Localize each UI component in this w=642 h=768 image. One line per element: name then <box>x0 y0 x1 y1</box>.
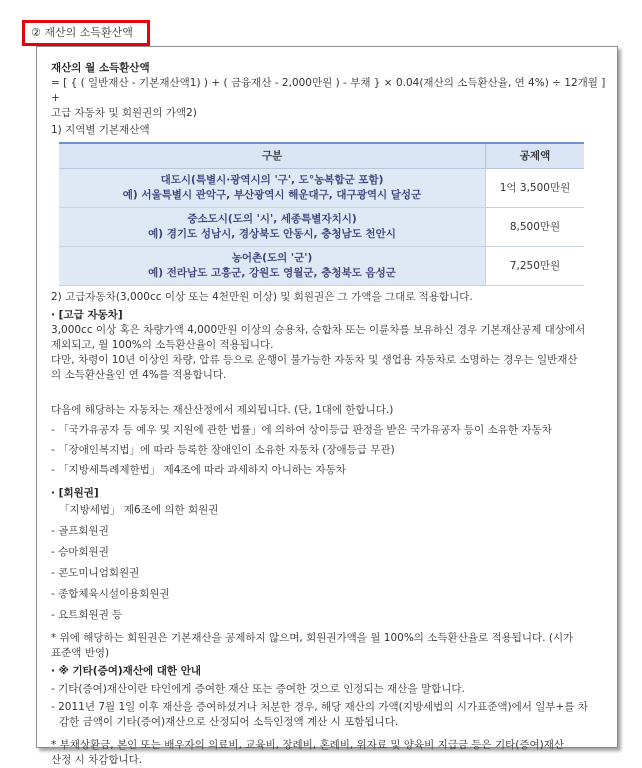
table-header-row <box>59 143 584 169</box>
content-body <box>51 55 607 768</box>
region-name: 대도시(특별시·광역시의 '구', 도°농복합군 포함) <box>160 174 384 186</box>
other-item: 감한 금액이 기타(증여)재산으로 산정되어 소득인정액 계산 시 포함됩니다. <box>59 716 399 728</box>
amount-cell: 7,250만원 <box>486 247 585 286</box>
car-text: 다만, 차령이 10년 이상인 차량, 압류 등으로 운행이 불가능한 자동차 및 생업용 자동차로 소명하는 경우는 일반재산 <box>51 354 578 366</box>
car-exclusion-item: - 「장애인복지법」에 따라 등록한 장애인이 소유한 자동차 (장애등급 무관) <box>51 444 395 456</box>
membership-heading: · [회원권] <box>51 487 99 499</box>
membership-item: - 승마회원권 <box>51 546 109 558</box>
section-title: ② 재산의 소득환산액 <box>22 20 150 46</box>
header-amount: 공제액 <box>486 143 585 169</box>
membership-item: - 골프회원권 <box>51 525 109 537</box>
table-row <box>59 247 584 286</box>
car-exclusion-item: - 「지방세특례제한법」 제4조에 따라 과세하지 아니하는 자동차 <box>51 464 346 476</box>
membership-item: - 요트회원권 등 <box>51 609 123 621</box>
car-text: 3,000cc 이상 혹은 차량가액 4,000만원 이상의 승용차, 승합차 또는 이륜차를 보유하신 경우 기본재산공제 대상에서 <box>51 324 586 336</box>
region-cell <box>59 247 486 286</box>
membership-note: * 위에 해당하는 회원권은 기본재산을 공제하지 않으며, 회원권가액을 월 100%의 소득환산율로 적용됩니다. (시가 <box>51 632 574 644</box>
other-item: - 기타(증여)재산이란 타인에게 증여한 재산 또는 증여한 것으로 인정되는 재산을 말합니다. <box>51 683 465 695</box>
amount-cell: 8,500만원 <box>486 208 585 247</box>
table-row <box>59 169 584 208</box>
region-example: 예) 전라남도 고흥군, 강원도 영월군, 충청북도 음성군 <box>148 267 396 279</box>
car-heading: · [고급 자동차] <box>51 309 123 321</box>
formula-line-1: = [ { ( 일반재산 - 기본재산액1) ) + ( 금융재산 - 2,000만원 ) - 부채 } × 0.04(재산의 소득환산율, 연 4%) ÷ 12개월 ] + <box>51 77 606 104</box>
other-note: 산정 시 차감합니다. <box>51 754 143 766</box>
other-note: * 부채상환금, 본인 또는 배우자의 의료비, 교육비, 장례비, 혼례비, 위자료 및 양육비 지급금 등은 기타(증여)재산 <box>51 739 565 751</box>
membership-law: 「지방세법」 제6조에 의한 회원권 <box>59 504 219 516</box>
region-name: 중소도시(도의 '시', 세종특별자치시) <box>187 213 357 225</box>
region-example: 예) 서울특별시 관악구, 부산광역시 해운대구, 대구광역시 달성군 <box>122 189 422 201</box>
car-text: 의 소득환산율인 연 4%를 적용합니다. <box>51 369 227 381</box>
car-exclusion-intro: 다음에 해당하는 자동차는 재산산정에서 제외됩니다. (단, 1대에 한합니다.) <box>51 404 394 416</box>
region-cell <box>59 169 486 208</box>
membership-note: 표준액 반영) <box>51 647 110 659</box>
formula-line-2: 고급 자동차 및 회원권의 가액2) <box>51 107 197 119</box>
car-text: 제외되고, 월 100%의 소득환산율이 적용됩니다. <box>51 339 274 351</box>
other-item: - 2011년 7월 1일 이후 재산을 증여하셨거나 처분한 경우, 해당 재산의 가액(지방세법의 시가표준액)에서 일부+를 차 <box>51 701 588 713</box>
content-frame <box>36 46 618 766</box>
membership-item: - 종합체육시설이용회원권 <box>51 588 170 600</box>
other-heading: · ※ 기타(증여)재산에 대한 안내 <box>51 665 201 677</box>
membership-item: - 콘도미니엄회원권 <box>51 567 140 579</box>
region-cell <box>59 208 486 247</box>
header-category: 구분 <box>59 143 486 169</box>
table-intro: 1) 지역별 기본재산액 <box>51 124 150 136</box>
table-row <box>59 208 584 247</box>
formula-heading: 재산의 월 소득환산액 <box>51 62 150 74</box>
region-name: 농어촌(도의 '군') <box>231 252 313 264</box>
amount-cell: 1억 3,500만원 <box>486 169 585 208</box>
note-2: 2) 고급자동차(3,000cc 이상 또는 4천만원 이상) 및 회원권은 그 가액을 그대로 적용합니다. <box>51 291 473 303</box>
deduction-table <box>59 142 584 286</box>
region-example: 예) 경기도 성남시, 경상북도 안동시, 충청남도 천안시 <box>148 228 396 240</box>
car-exclusion-item: - 「국가유공자 등 예우 및 지원에 관한 법률」에 의하여 상이등급 판정을 받은 국가유공자 등이 소유한 자동차 <box>51 424 552 436</box>
